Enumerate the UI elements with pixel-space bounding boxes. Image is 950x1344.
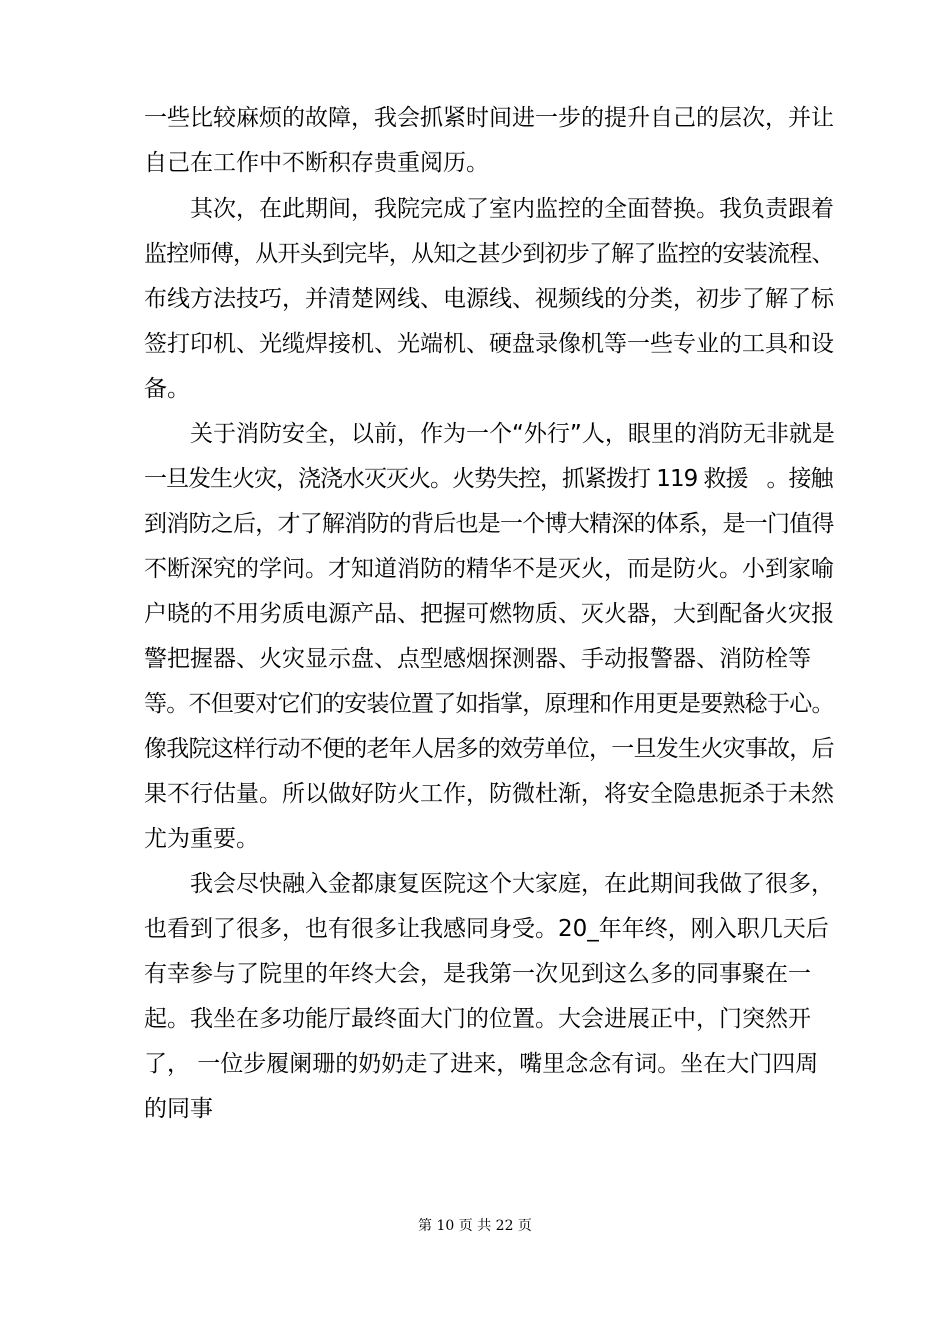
text-line: 不断深究的学问。才知道消防的精华不是灭火，而是防火。小到家喻 <box>144 556 834 582</box>
page-number-footer: 第 10 页 共 22 页 <box>418 1218 532 1234</box>
text-line: 起。我坐在多功能厅最终面大门的位置。大会进展正中，门突然开 <box>144 1006 811 1032</box>
text-line: 也看到了很多，也有很多让我感同身受。20_年年终，刚入职几天后 <box>144 916 829 942</box>
text-line: 果不行估量。所以做好防火工作，防微杜渐，将安全隐患扼杀于未然 <box>144 781 834 807</box>
text-line: 关于消防安全，以前，作为一个“外行”人，眼里的消防无非就是 <box>190 421 835 447</box>
text-line: 户晓的不用劣质电源产品、把握可燃物质、灭火器，大到配备火灾报 <box>144 601 834 627</box>
text-line: 布线方法技巧，并清楚网线、电源线、视频线的分类，初步了解了标 <box>144 286 834 312</box>
text-line: 我会尽快融入金都康复医院这个大家庭，在此期间我做了很多， <box>190 871 834 897</box>
text-line: 一些比较麻烦的故障，我会抓紧时间进一步的提升自己的层次，并让 <box>144 105 834 131</box>
text-line: 警把握器、火灾显示盘、点型感烟探测器、手动报警器、消防栓等 <box>144 646 811 672</box>
text-line: 尤为重要。 <box>144 826 259 852</box>
text-line: 的同事 <box>144 1096 213 1122</box>
text-line: 签打印机、光缆焊接机、光端机、硬盘录像机等一些专业的工具和设 <box>144 331 834 357</box>
text-line: 自己在工作中不断积存贵重阅历。 <box>144 150 489 176</box>
text-line: 其次，在此期间，我院完成了室内监控的全面替换。我负责跟着 <box>190 196 834 222</box>
text-line: 等。不但要对它们的安装位置了如指掌，原理和作用更是要熟稔于心。 <box>144 691 834 717</box>
text-line: 监控师傅，从开头到完毕，从知之甚少到初步了解了监控的安装流程、 <box>144 241 834 267</box>
text-line: 了， 一位步履阑珊的奶奶走了进来，嘴里念念有词。坐在大门四周 <box>144 1051 819 1077</box>
text-line: 有幸参与了院里的年终大会，是我第一次见到这么多的同事聚在一 <box>144 961 811 987</box>
text-line: 到消防之后，才了解消防的背后也是一个博大精深的体系，是一门值得 <box>144 511 834 537</box>
text-line: 一旦发生火灾，浇浇水灭灭火。火势失控，抓紧拨打 119 救援 。接触 <box>144 466 833 492</box>
text-line: 像我院这样行动不便的老年人居多的效劳单位，一旦发生火灾事故，后 <box>144 736 834 762</box>
text-line: 备。 <box>144 376 190 402</box>
